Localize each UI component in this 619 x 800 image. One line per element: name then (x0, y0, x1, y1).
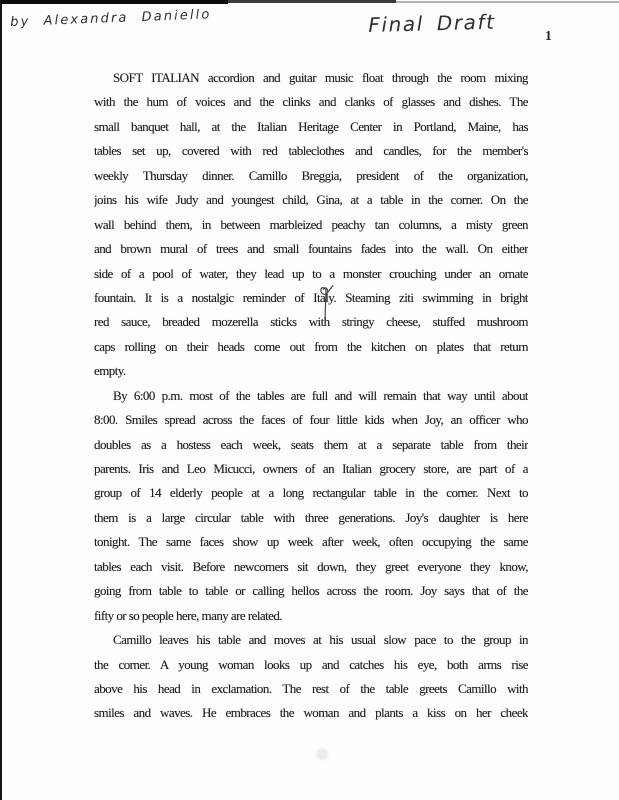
text-line: and brown mural of trees and small fountains fades into the wall. On either (94, 241, 528, 257)
text-line: small banquet hall, at the Italian Heritage Center in Portland, Maine, has (94, 118, 528, 134)
text-line: By 6:00 p.m. most of the tables are full and will remain that way until about (113, 387, 528, 403)
text-line: empty. (94, 363, 126, 379)
text-line: going from table to table or calling hellos across the room. Joy says that of the (94, 583, 528, 599)
text-line: side of a pool of water, they lead up to a monster crouching under an ornate (94, 265, 528, 281)
text-line: joins his wife Judy and youngest child, Gina, at a table in the corner. On the (94, 192, 528, 208)
text-line: SOFT ITALIAN accordion and guitar music float through the room mixing (113, 70, 528, 85)
text-line: the corner. A young woman looks up and catches his eye, both arms rise (94, 656, 528, 672)
paragraph (94, 384, 528, 628)
text-line: tonight. The same faces show up week after week, often occupying the same (94, 534, 528, 550)
text-line: smiles and waves. He embraces the woman and plants a kiss on her cheek (94, 705, 528, 721)
text-line: parents. Iris and Leo Micucci, owners of an Italian grocery store, are part of a (94, 461, 528, 476)
handwritten-draft-label: Final Draft (368, 9, 496, 37)
manuscript-body (94, 66, 528, 726)
text-line: fountain. It is a nostalgic reminder of Italy. Steaming ziti swimming in bright (94, 289, 528, 305)
text-line: above his head in exclamation. The rest of the table greets Camillo with (94, 680, 528, 696)
scan-artifact-smudge (316, 748, 328, 760)
handwritten-byline: by Alexandra Daniello (10, 7, 212, 30)
paragraph (94, 628, 528, 726)
page-number: 1 (545, 28, 552, 43)
text-line: caps rolling on their heads come out from the kitchen on plates that return (94, 338, 528, 354)
paragraph (94, 66, 528, 384)
text-line: tables each visit. Before newcomers sit down, they greet everyone they know, (94, 558, 528, 574)
text-line: 8:00. Smiles spread across the faces of four little kids when Joy, an officer who (94, 412, 528, 428)
text-line: group of 14 elderly people at a long rectangular table in the corner. Next to (94, 485, 528, 501)
text-line: them is a large circular table with three generations. Joy's daughter is here (94, 509, 528, 525)
text-line: tables set up, covered with red tableclothes and candles, for the member's (94, 143, 528, 159)
scan-artifact-top-edge (0, 0, 228, 4)
text-line: fifty or so people here, many are related. (94, 607, 283, 623)
text-line: wall behind them, in between marbleized peachy tan columns, a misty green (94, 216, 528, 232)
text-line: doubles as a hostess each week, seats them at a separate table from their (94, 436, 528, 452)
scan-artifact-left-edge (0, 0, 2, 800)
scan-artifact-top-edge (396, 1, 619, 3)
text-line: red sauce, breaded mozerella sticks with stringy cheese, stuffed mushroom (94, 314, 528, 330)
text-line: with the hum of voices and the clinks and clanks of glasses and dishes. The (94, 94, 528, 110)
text-line: Camillo leaves his table and moves at his usual slow pace to the group in (113, 632, 528, 648)
scan-artifact-top-edge (228, 0, 396, 3)
text-line: weekly Thursday dinner. Camillo Breggia, president of the organization, (94, 167, 528, 183)
